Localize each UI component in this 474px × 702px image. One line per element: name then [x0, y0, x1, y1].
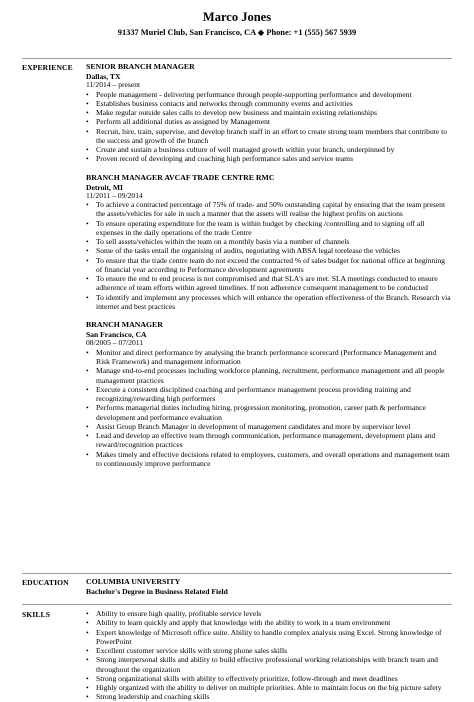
list-item: • To identify and implement any processes which will enhance the operation effectiveness of the Branch. Research via internet and best practices	[86, 293, 452, 312]
list-item: • Strong organizational skills with ability to effectively prioritize, follow-through and meet deadlines	[86, 674, 452, 683]
list-item: • To achieve a contracted percentage of 75% of trade- and 50% outstanding capital by ensuring that the team present the assets/vehicles for sale in such a manner that the assets will realise the highest profits on auctions	[86, 200, 452, 219]
list-item: • Recruit, hire, train, supervise, and develop branch staff in an effort to create strong team members that contribute to the success and growth of the branch	[86, 127, 452, 146]
education-body	[86, 577, 452, 596]
job-location: Detroit, MI	[86, 182, 123, 192]
list-item: • Strong interpersonal skills and ability to build effective professional working relationships with branch team and throughout the organization	[86, 655, 452, 674]
list-item: • Monitor and direct performance by analysing the branch performance scorecard (Performance Management and Risk Framework) and management information	[86, 348, 452, 367]
job-dates: 11/2011 – 09/2014	[86, 190, 143, 200]
job-entry	[86, 173, 452, 312]
list-item: • People management - delivering performance through people-supporting performance and development	[86, 90, 452, 99]
job-bullets	[86, 90, 452, 164]
list-item: • Create and sustain a business culture of well managed growth within your branch, underpinned by	[86, 145, 452, 154]
section-title-skills: SKILLS	[22, 610, 51, 619]
job-title: SENIOR BRANCH MANAGER	[86, 62, 195, 71]
list-item: • Perform all additional duties as assigned by Management	[86, 117, 452, 126]
section-title-experience: EXPERIENCE	[22, 63, 73, 72]
candidate-name: Marco Jones	[202, 10, 272, 24]
contact-line: 91337 Muriel Club, San Francisco, CA ◆ Phone: +1 (555) 567 5939	[117, 28, 357, 37]
skills-body	[86, 609, 452, 702]
list-item: • Expert knowledge of Microsoft office suite. Ability to handle complex analysis using Excel. Strong knowledge of PowerPoint	[86, 628, 452, 647]
job-location: San Francisco, CA	[86, 330, 147, 340]
list-item: • Performs managerial duties including hiring, progression monitoring, promotion, career path & performance development and performance evaluation	[86, 403, 452, 422]
job-entry	[86, 320, 452, 468]
list-item: • Proven record of developing and coaching high performance sales and service teams	[86, 154, 452, 163]
list-item: • Make regular outside sales calls to develop new business and maintain existing relationships	[86, 108, 452, 117]
list-item: • Highly organized with the ability to deliver on multiple priorities. Able to maintain focus on the big picture safety	[86, 683, 452, 692]
list-item: • To sell assets/vehicles within the team on a monthly basis via a number of channels	[86, 237, 452, 246]
list-item: • Manage end-to-end processes including workforce planning, recruitment, performance management and all people management practices	[86, 366, 452, 385]
list-item: • Assist Group Branch Manager in development of management candidates and more by supervisor level	[86, 422, 452, 431]
list-item: • Some of the tasks entail the organising of audits, negotiating with ABSA legal torelease the vehicles	[86, 246, 452, 255]
skills-divider	[22, 604, 452, 605]
job-bullets	[86, 348, 452, 468]
school-name: COLUMBIA UNIVERSITY	[86, 577, 181, 586]
list-item: • Strong leadership and coaching skills	[86, 692, 452, 701]
list-item: • To ensure that the trade centre team do not exceed the contracted % of sales budget for national office at beginning of financial year according to Performance development agreements	[86, 256, 452, 275]
education-divider	[22, 573, 452, 574]
list-item: • Lead and develop an effective team through communication, performance management, development plans and reward/recognition practices	[86, 431, 452, 450]
list-item: • To ensure operating expenditure for the team is within budget by checking /controlling and to signing off all expenses in the daily operations of the trade Centre	[86, 219, 452, 238]
list-item: • Makes timely and effective decisions related to employees, customers, and overall operations and management team to continuously improve performance	[86, 450, 452, 469]
skills-list	[86, 609, 452, 702]
list-item: • Ability to ensure high quality, profitable service levels	[86, 609, 452, 618]
list-item: • Execute a consistent disciplined coaching and performance management process providing training and recognizing/rewarding high performers	[86, 385, 452, 404]
job-dates: 08/2005 – 07/2011	[86, 338, 144, 348]
job-dates: 11/2014 – present	[86, 80, 141, 89]
list-item: • Establishes business contacts and networks through community events and activities	[86, 99, 452, 108]
degree: Bachelor's Degree in Business Related Field	[86, 587, 228, 596]
experience-body	[86, 62, 452, 468]
resume-page	[0, 10, 474, 702]
job-entry	[86, 62, 452, 164]
job-location: Dallas, TX	[86, 72, 121, 81]
job-bullets	[86, 200, 452, 311]
list-item: • Ability to learn quickly and apply that knowledge with the ability to work in a team environment	[86, 618, 452, 627]
list-item: • Excellent customer service skills with strong phone sales skills	[86, 646, 452, 655]
header-divider	[22, 58, 452, 59]
job-title: BRANCH MANAGER AVCAF TRADE CENTRE RMC	[86, 172, 275, 182]
job-title: BRANCH MANAGER	[86, 320, 163, 330]
section-title-education: EDUCATION	[22, 578, 69, 587]
list-item: • To ensure the end to end process is not compromised and that SLA's are met. SLA meetings conducted to ensure adherence of team efforts within agreed timelines. If non adherence consequent management to be conducted	[86, 274, 452, 293]
